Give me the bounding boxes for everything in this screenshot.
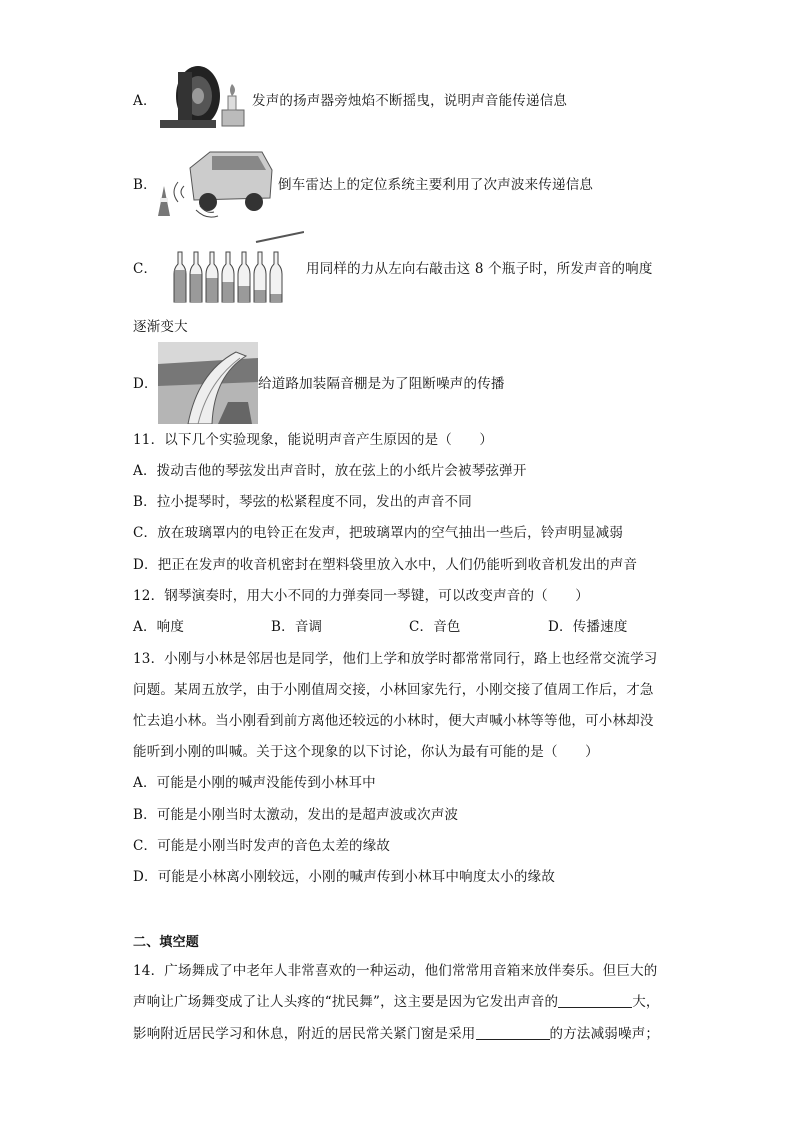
q12-option-c: C．音色 (409, 619, 461, 635)
q11-option-a: A．拨动吉他的琴弦发出声音时，放在弦上的小纸片会被琴弦弹开 (133, 463, 527, 479)
q11-option-c: C．放在玻璃罩内的电铃正在发声，把玻璃罩内的空气抽出一些后，铃声明显减弱 (133, 525, 624, 541)
car-radar-image (150, 146, 274, 220)
q13-option-a: A．可能是小刚的喊声没能传到小林耳中 (133, 775, 376, 791)
option-b-label: B． (133, 177, 157, 193)
q14-answer-blank-1[interactable] (558, 993, 632, 1008)
sound-barrier-image (158, 342, 258, 424)
q12-option-a: A．响度 (133, 619, 185, 635)
q11-stem: 11．以下几个实验现象，能说明声音产生原因的是（ ） (133, 432, 494, 448)
q12-stem: 12．钢琴演奏时，用大小不同的力弹奏同一琴键，可以改变声音的（ ） (133, 588, 589, 604)
q13-line-4: 能听到小刚的叫喊。关于这个现象的以下讨论，你认为最有可能的是（ ） (133, 744, 599, 760)
q13-line-1: 13．小刚与小林是邻居也是同学，他们上学和放学时都常常同行，路上也经常交流学习 (133, 651, 658, 667)
option-d-text: 给道路加装隔音棚是为了阻断噪声的传播 (258, 376, 505, 392)
q13-line-3: 忙去追小林。当小刚看到前方离他还较远的小林时，便大声喊小林等等他，可小林却没 (133, 713, 654, 729)
option-a-label: A． (133, 93, 157, 109)
option-d-label: D． (133, 376, 158, 392)
q13-option-c: C．可能是小刚当时发声的音色太差的缘故 (133, 838, 391, 854)
option-b-text: 倒车雷达上的定位系统主要利用了次声波来传递信息 (278, 177, 594, 193)
q14-line-2-text: 声响让广场舞变成了让人头疼的“扰民舞”，这主要是因为它发出声音的 (133, 994, 559, 1010)
q12-option-b: B．音调 (271, 619, 323, 635)
option-a-text: 发声的扬声器旁烛焰不断摇曳，说明声音能传递信息 (252, 93, 568, 109)
q14-line-2 (133, 993, 660, 1011)
speaker-candle-image (158, 62, 248, 134)
section-title: 二、填空题 (133, 935, 200, 950)
q14-line-3 (133, 1025, 659, 1043)
q13-line-2: 问题。某周五放学，由于小刚值周交接，小林回家先行，小刚交接了值周工作后，才急 (133, 682, 654, 698)
q14-line-1: 14．广场舞成了中老年人非常喜欢的一种运动，他们常常用音箱来放伴奏乐。但巨大的 (133, 963, 658, 979)
q14-line-3-text: 影响附近居民学习和休息，附近的居民常关紧门窗是采用 (133, 1026, 476, 1042)
option-c-label: C． (133, 261, 158, 277)
q13-option-b: B．可能是小刚当时太激动，发出的是超声波或次声波 (133, 807, 459, 823)
q13-option-d: D．可能是小林离小刚较远，小刚的喊声传到小林耳中响度太小的缘故 (133, 869, 556, 885)
option-c-text: 用同样的力从左向右敲击这 8 个瓶子时，所发声音的响度 (306, 261, 653, 277)
q12-option-d: D．传播速度 (548, 619, 628, 635)
q14-line-2-end: 大， (632, 994, 660, 1010)
q14-answer-blank-2[interactable] (476, 1025, 550, 1040)
q14-line-3-end: 的方法减弱噪声； (549, 1026, 660, 1042)
bottles-image (158, 230, 304, 306)
q11-option-b: B．拉小提琴时，琴弦的松紧程度不同，发出的声音不同 (133, 494, 472, 510)
q11-option-d: D．把正在发声的收音机密封在塑料袋里放入水中，人们仍能听到收音机发出的声音 (133, 557, 638, 573)
option-c-text-continued: 逐渐变大 (133, 319, 188, 335)
